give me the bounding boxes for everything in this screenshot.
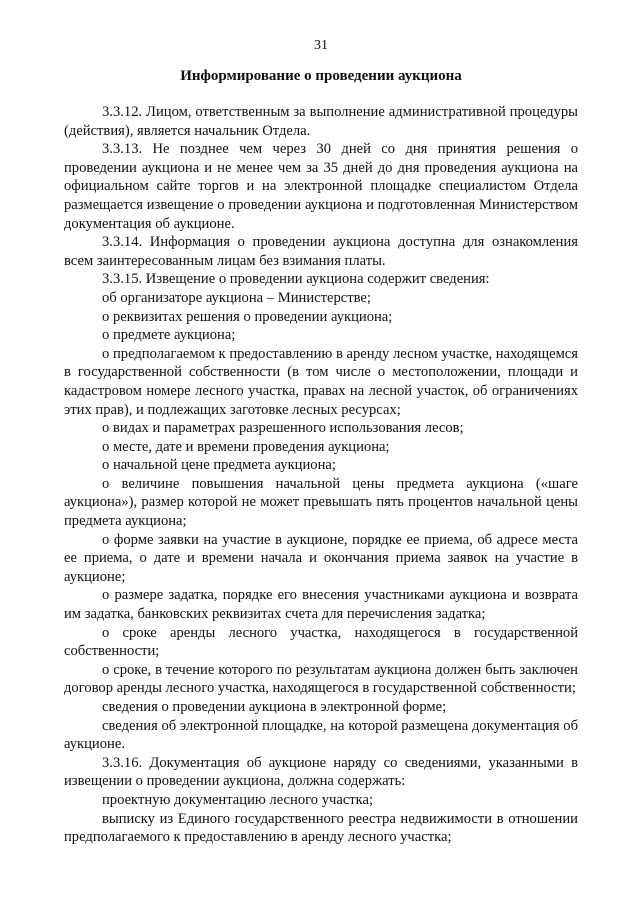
paragraph: 3.3.16. Документация об аукционе наряду со сведениями, указанными в извещении о проведении аукциона, должна содержать: bbox=[64, 754, 578, 790]
paragraph: 3.3.12. Лицом, ответственным за выполнение административной процедуры (действия), является начальник Отдела. bbox=[64, 104, 578, 139]
paragraph: о сроке, в течение которого по результатам аукциона должен быть заключен договор аренды лесного участка, находящегося в государственной собственности; bbox=[64, 661, 578, 697]
paragraph: о реквизитах решения о проведении аукциона; bbox=[102, 308, 393, 325]
paragraph: о величине повышения начальной цены предмета аукциона («шаге аукциона»), размер которой не может превышать пять процентов начальной цены предмета аукциона; bbox=[64, 475, 578, 530]
paragraph: о размере задатка, порядке его внесения участниками аукциона и возврата им задатка, банковских реквизитах счета для перечисления задатка; bbox=[64, 587, 578, 623]
paragraph: сведения об электронной площадке, на которой размещена документация об аукционе. bbox=[64, 717, 578, 753]
paragraph: об организаторе аукциона – Министерстве; bbox=[102, 289, 371, 306]
page-number: 31 bbox=[314, 38, 328, 53]
paragraph: выписку из Единого государственного реестра недвижимости в отношении предполагаемого к предоставлению в аренду лесного участка; bbox=[64, 810, 578, 846]
paragraph: 3.3.15. Извещение о проведении аукциона содержит сведения: bbox=[102, 271, 490, 288]
paragraph: проектную документацию лесного участка; bbox=[102, 791, 374, 808]
document-body bbox=[64, 103, 578, 847]
paragraph: о предполагаемом к предоставлению в аренду лесном участке, находящемся в государственной собственности (в том числе о местоположении, площади и кадастровом номере лесного участка, правах на лесной участок, об ограничениях этих прав), и подлежащих заготовке лесных ресурсах; bbox=[64, 345, 578, 418]
paragraph: о начальной цене предмета аукциона; bbox=[102, 457, 336, 474]
paragraph: 3.3.13. Не позднее чем через 30 дней со дня принятия решения о проведении аукциона и не менее чем за 35 дней до дня проведения аукциона на официальном сайте торгов и на электронной площадке специалистом Отдела размещается извещение о проведении аукциона и подготовленная Министерством документация об аукционе. bbox=[64, 141, 578, 232]
paragraph: о форме заявки на участие в аукционе, порядке ее приема, об адресе места ее приема, о дате и времени начала и окончания приема заявок на участие в аукционе; bbox=[64, 531, 578, 585]
paragraph: о сроке аренды лесного участка, находящегося в государственной собственности; bbox=[64, 624, 578, 660]
paragraph: о месте, дате и времени проведения аукциона; bbox=[102, 438, 390, 455]
paragraph: 3.3.14. Информация о проведении аукциона доступна для ознакомления всем заинтересованным лицам без взимания платы. bbox=[64, 234, 578, 269]
section-title: Информирование о проведении аукциона bbox=[180, 68, 462, 84]
paragraph: сведения о проведении аукциона в электронной форме; bbox=[102, 699, 447, 715]
paragraph: о предмете аукциона; bbox=[102, 327, 236, 344]
paragraph: о видах и параметрах разрешенного использования лесов; bbox=[102, 420, 464, 437]
